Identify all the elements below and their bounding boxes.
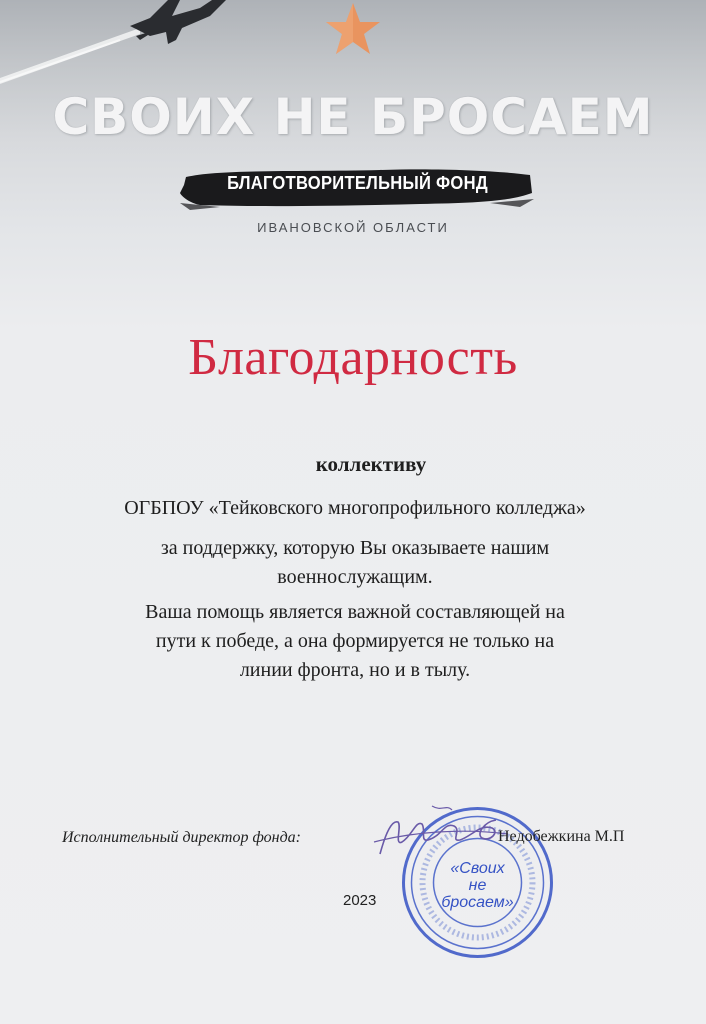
help-line-2: пути к победе, а она формируется не только на [155, 630, 555, 652]
support-paragraph [0, 534, 706, 592]
support-line-1: за поддержку, которую Вы оказываете нашим [160, 537, 550, 559]
help-line-1: Ваша помощь является важной составляющей на [145, 601, 565, 623]
document-title: Благодарность [188, 329, 518, 386]
support-line-2: военнослужащим. [277, 566, 433, 588]
help-paragraph [0, 598, 706, 685]
stamp-text-2: не [468, 877, 487, 894]
stamp-text-3: бросаем» [441, 894, 514, 911]
signer-name: Недобежкина М.П [498, 828, 625, 845]
help-line-3: линии фронта, но и в тылу. [239, 659, 471, 681]
signer-position: Исполнительный директор фонда: [62, 829, 301, 846]
region-label: ИВАНОВСКОЙ ОБЛАСТИ [257, 220, 449, 235]
fund-label: БЛАГОТВОРИТЕЛЬНЫЙ ФОНД [227, 173, 488, 193]
foundation-title: СВОИХ НЕ БРОСАЕМ [52, 88, 654, 146]
handwritten-signature [372, 802, 512, 862]
stamp-text-1: «Своих [450, 860, 505, 877]
recipient-line: коллективу [315, 452, 427, 476]
year-label: 2023 [343, 892, 377, 909]
organization-line: ОГБПОУ «Тейковского многопрофильного колледжа» [124, 497, 586, 519]
